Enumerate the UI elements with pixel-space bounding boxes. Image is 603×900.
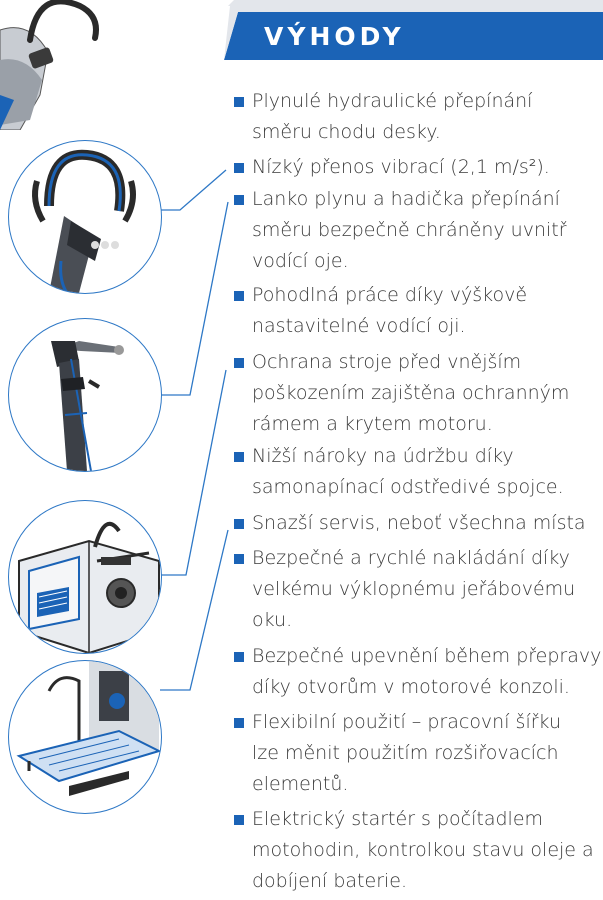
benefit-item xyxy=(228,543,603,636)
benefit-text-line: oku. xyxy=(252,609,293,631)
bullet-square-icon xyxy=(234,291,244,301)
extension-plate-icon xyxy=(9,661,161,813)
benefit-item xyxy=(228,152,603,183)
benefit-item xyxy=(228,508,603,539)
benefit-item xyxy=(228,804,603,897)
benefit-text-line: směru bezpečně chráněny uvnitř xyxy=(252,219,567,241)
benefit-item xyxy=(228,441,603,503)
benefit-text-line: Ochrana stroje před vnějším xyxy=(252,351,522,373)
bullet-square-icon xyxy=(234,97,244,107)
bullet-square-icon xyxy=(234,195,244,205)
adjustable-guide-bar-icon xyxy=(9,319,161,471)
handle-detail-circle xyxy=(8,140,162,294)
header-banner xyxy=(224,0,603,76)
bullet-square-icon xyxy=(234,652,244,662)
benefit-text-line: Lanko plynu a hadička přepínání xyxy=(252,188,560,210)
benefit-text-line: Elektrický startér s počítadlem xyxy=(252,808,544,830)
benefit-item xyxy=(228,280,603,342)
benefit-item xyxy=(228,347,603,440)
benefit-text-line: lze měnit použitím rozšiřovacích xyxy=(252,742,559,764)
section-title: VÝHODY xyxy=(264,22,405,51)
benefit-text-line: Pohodlná práce díky výškově xyxy=(252,284,528,306)
benefit-item xyxy=(228,707,603,800)
benefit-text-line: Nízký přenos vibrací (2,1 m/s²). xyxy=(252,156,550,178)
bullet-square-icon xyxy=(234,718,244,728)
benefit-text-line: motohodin, kontrolkou stavu oleje a xyxy=(252,839,594,861)
guide-bar-detail-circle xyxy=(8,318,162,472)
benefit-text-line: poškozením zajištěna ochranným xyxy=(252,382,570,404)
engine-frame-icon xyxy=(9,501,161,653)
benefit-text-line: Bezpečné a rychlé nakládání díky xyxy=(252,547,570,569)
benefit-text-line: Snazší servis, neboť všechna místa xyxy=(252,512,586,534)
benefit-item xyxy=(228,184,603,277)
benefit-text-line: Bezpečné upevnění během přepravy xyxy=(252,645,602,667)
benefit-text-line: rámem a krytem motoru. xyxy=(252,413,493,435)
benefit-text-line: Plynulé hydraulické přepínání xyxy=(252,90,533,112)
bullet-square-icon xyxy=(234,519,244,529)
benefit-text-line: samonapínací odstředivé spojce. xyxy=(252,476,564,498)
benefit-text-line: Flexibilní použití – pracovní šířku xyxy=(252,711,561,733)
benefit-text-line: Nižší nároky na údržbu díky xyxy=(252,445,514,467)
illustration-column xyxy=(0,0,230,900)
bullet-square-icon xyxy=(234,163,244,173)
benefit-text-line: dobíjení baterie. xyxy=(252,870,408,892)
bullet-square-icon xyxy=(234,358,244,368)
benefit-text-line: elementů. xyxy=(252,773,349,795)
benefit-text-line: vodící oje. xyxy=(252,250,349,272)
extension-plate-detail-circle xyxy=(8,660,162,814)
benefit-text-line: velkému výklopnému jeřábovému xyxy=(252,578,576,600)
engine-frame-detail-circle xyxy=(8,500,162,654)
bullet-square-icon xyxy=(234,452,244,462)
benefit-text-line: díky otvorům v motorové konzoli. xyxy=(252,676,570,698)
benefit-text-line: nastavitelné vodící oji. xyxy=(252,315,466,337)
bullet-square-icon xyxy=(234,815,244,825)
benefit-item xyxy=(228,641,603,703)
benefit-item xyxy=(228,86,603,148)
guide-handle-icon xyxy=(9,141,161,293)
benefit-text-line: směru chodu desky. xyxy=(252,121,441,143)
bullet-square-icon xyxy=(234,554,244,564)
